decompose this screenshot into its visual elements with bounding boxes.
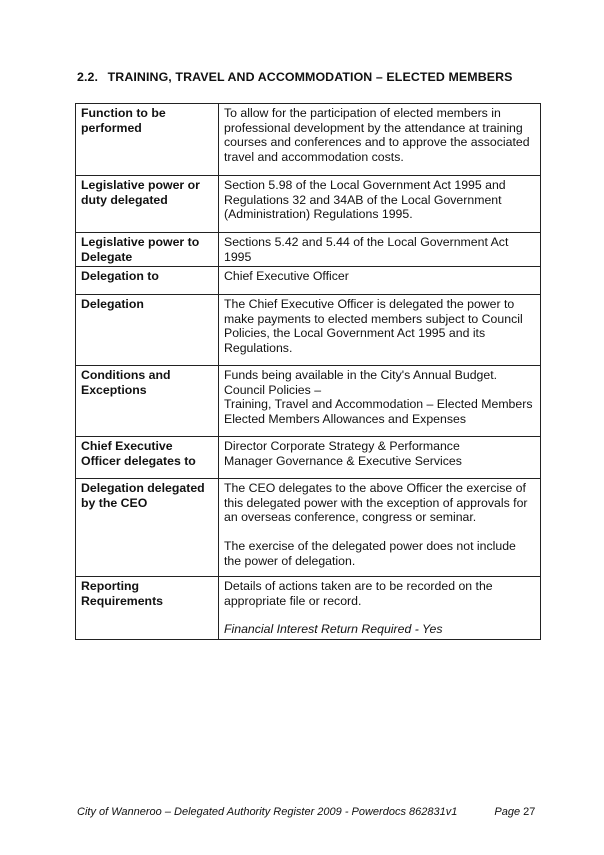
row-value xyxy=(219,366,541,437)
row-value xyxy=(219,295,541,366)
row-value-text: Sections 5.42 and 5.44 of the Local Government Act 1995 xyxy=(224,235,509,264)
table-row-power-to-delegate xyxy=(76,233,541,267)
row-label: Conditions and Exceptions xyxy=(76,366,219,437)
row-label: Chief Executive Officer delegates to xyxy=(76,437,219,479)
row-label: Delegation delegated by the CEO xyxy=(76,479,219,577)
row-value-text: To allow for the participation of elected members in professional development by the attendance at training courses and conferences and to approve the associated travel and accommodation costs. xyxy=(224,106,530,164)
page-label: Page xyxy=(494,806,521,818)
row-value-text: Financial Interest Return Required - Yes xyxy=(224,622,443,637)
section-number: 2.2. xyxy=(77,70,99,84)
page-indicator xyxy=(494,806,535,818)
delegation-table xyxy=(75,103,541,640)
page-number: 27 xyxy=(523,806,536,818)
row-value xyxy=(219,176,541,233)
row-label: Delegation xyxy=(76,295,219,366)
footer-text: City of Wanneroo – Delegated Authority Register 2009 - Powerdocs 862831v1 xyxy=(77,806,458,818)
page-footer xyxy=(77,806,535,818)
row-label: Function to be performed xyxy=(76,104,219,176)
table-row-delegated-by-ceo xyxy=(76,479,541,577)
row-value-text: Manager Governance & Executive Services xyxy=(224,453,462,468)
row-value-text: Training, Travel and Accommodation – Elected Members xyxy=(224,397,533,412)
row-value-text: Council Policies – xyxy=(224,382,322,397)
row-value xyxy=(219,267,541,295)
row-value-text: The CEO delegates to the above Officer the exercise of this delegated power with the exception of approvals for an overseas conference, congress or seminar. xyxy=(224,481,528,525)
table-row-delegation-to xyxy=(76,267,541,295)
row-value-text: Section 5.98 of the Local Government Act 1995 and Regulations 32 and 34AB of the Local Government (Administration) Regulations 1995. xyxy=(224,178,506,222)
row-value-text: Details of actions taken are to be recorded on the appropriate file or record. xyxy=(224,579,493,608)
row-value-text: Elected Members Allowances and Expenses xyxy=(224,411,466,426)
row-value-text: Funds being available in the City's Annual Budget. xyxy=(224,368,498,383)
row-value-text: The Chief Executive Officer is delegated the power to make payments to elected members subject to Council Policies, the Local Government Act 1995 and its Regulations. xyxy=(224,297,523,355)
row-value xyxy=(219,577,541,640)
row-value xyxy=(219,233,541,267)
table-row-delegation xyxy=(76,295,541,366)
row-label: Delegation to xyxy=(76,267,219,295)
row-value-text: The exercise of the delegated power does not include the power of delegation. xyxy=(224,538,516,568)
section-heading xyxy=(77,70,513,84)
table-row-legislative-power xyxy=(76,176,541,233)
row-value-text: Chief Executive Officer xyxy=(224,269,349,284)
row-value xyxy=(219,479,541,577)
row-value-text: Director Corporate Strategy & Performance xyxy=(224,439,460,454)
table-row-ceo-delegates-to xyxy=(76,437,541,479)
row-label: Legislative power to Delegate xyxy=(76,233,219,267)
row-label: Legislative power or duty delegated xyxy=(76,176,219,233)
table-row-function xyxy=(76,104,541,176)
row-value xyxy=(219,104,541,176)
row-value xyxy=(219,437,541,479)
table-row-conditions xyxy=(76,366,541,437)
table-row-reporting xyxy=(76,577,541,640)
section-title: TRAINING, TRAVEL AND ACCOMMODATION – ELECTED MEMBERS xyxy=(107,70,513,84)
row-label: Reporting Requirements xyxy=(76,577,219,640)
